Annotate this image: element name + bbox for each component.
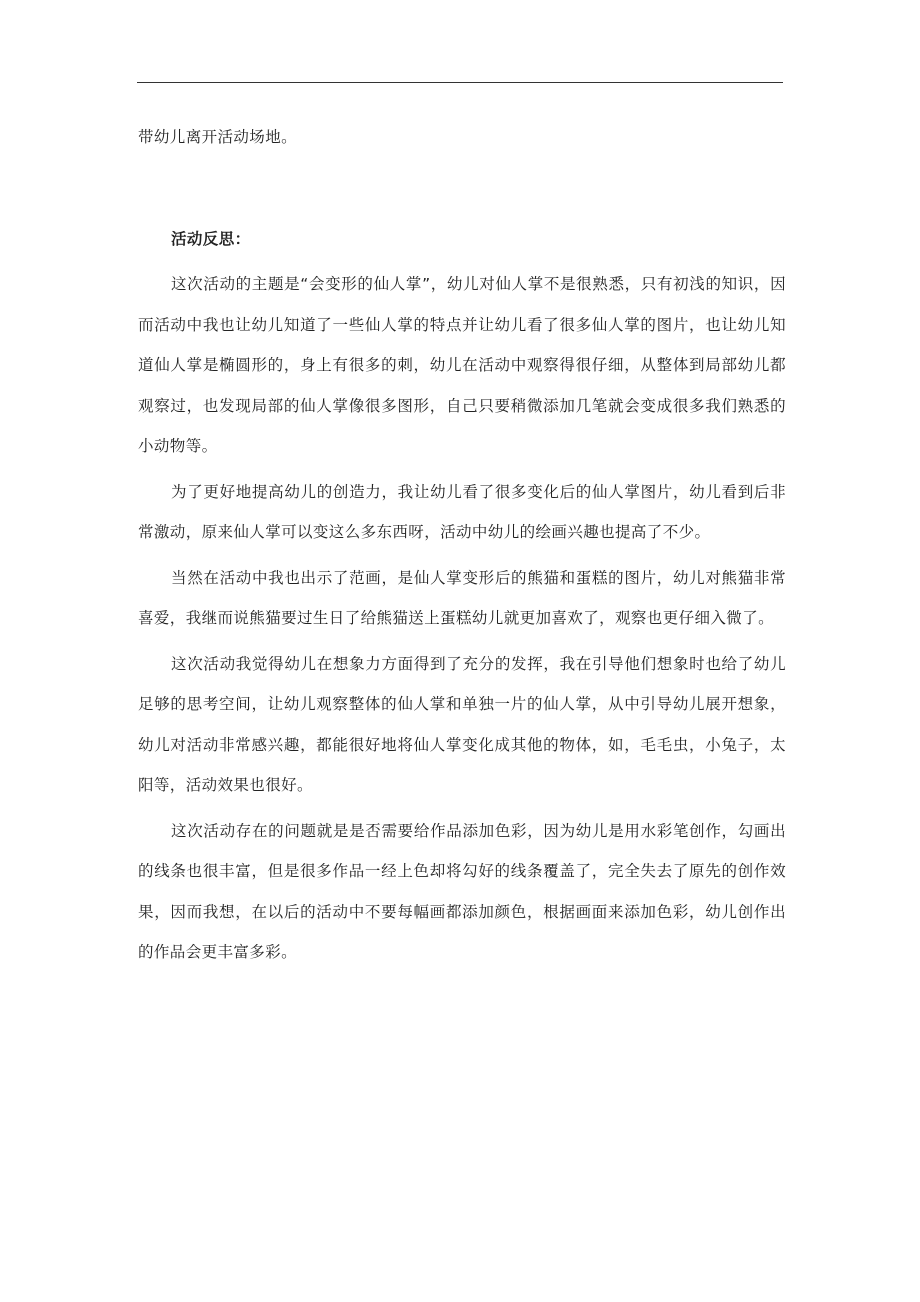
paragraph-2: 为了更好地提高幼儿的创造力，我让幼儿看了很多变化后的仙人掌图片，幼儿看到后非常激动，原来仙人掌可以变这么多东西呀，活动中幼儿的绘画兴趣也提高了不少。 bbox=[138, 482, 786, 541]
paragraph-3: 当然在活动中我也出示了范画，是仙人掌变形后的熊猫和蛋糕的图片，幼儿对熊猫非常喜爱，我继而说熊猫要过生日了给熊猫送上蛋糕幼儿就更加喜欢了，观察也更仔细入微了。 bbox=[138, 568, 786, 627]
paragraph-1: 这次活动的主题是“会变形的仙人掌”，幼儿对仙人掌不是很熟悉，只有初浅的知识，因而活动中我也让幼儿知道了一些仙人掌的特点并让幼儿看了很多仙人掌的图片，也让幼儿知道仙人掌是椭圆形的，身上有很多的刺，幼儿在活动中观察得很仔细，从整体到局部幼儿都观察过，也发现局部的仙人掌像很多图形，自己只要稍微添加几笔就会变成很多我们熟悉的小动物等。 bbox=[138, 275, 786, 455]
lead-line: 带幼儿离开活动场地。 bbox=[138, 128, 298, 146]
section-heading: 活动反思： bbox=[171, 229, 251, 248]
paragraph-4: 这次活动我觉得幼儿在想象力方面得到了充分的发挥，我在引导他们想象时也给了幼儿足够的思考空间，让幼儿观察整体的仙人掌和单独一片的仙人掌，从中引导幼儿展开想象，幼儿对活动非常感兴趣，都能很好地将仙人掌变化成其他的物体，如，毛毛虫，小兔子，太阳等，活动效果也很好。 bbox=[138, 654, 786, 794]
header-rule bbox=[137, 82, 783, 83]
document-body bbox=[138, 117, 786, 978]
paragraph-5: 这次活动存在的问题就是是否需要给作品添加色彩，因为幼儿是用水彩笔创作，勾画出的线条也很丰富，但是很多作品一经上色却将勾好的线条覆盖了，完全失去了原先的创作效果，因而我想，在以后的活动中不要每幅画都添加颜色，根据画面来添加色彩，幼儿创作出的作品会更丰富多彩。 bbox=[138, 821, 786, 961]
